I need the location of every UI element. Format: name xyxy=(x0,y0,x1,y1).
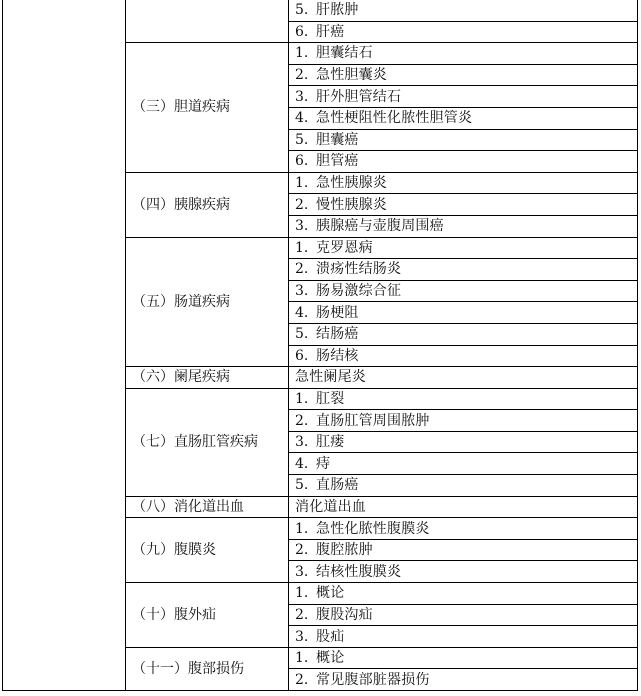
topic-text: 肠梗阻 xyxy=(316,304,359,321)
topic-cell xyxy=(289,518,638,540)
topic-cell xyxy=(289,107,638,129)
disease-group-name: （十一）腹部损伤 xyxy=(132,660,244,677)
topic-cell xyxy=(289,496,638,518)
topic-number: 4. xyxy=(295,304,309,321)
topic-number: 6. xyxy=(295,153,309,170)
topic-cell xyxy=(289,151,638,173)
topic-number: 2. xyxy=(295,412,309,429)
topic-text: 直肠癌 xyxy=(316,477,359,494)
topic-text: 概论 xyxy=(316,650,345,667)
disease-group-cell xyxy=(126,518,289,583)
topic-cell xyxy=(289,583,638,605)
topic-text: 胆囊癌 xyxy=(316,131,359,148)
topic-number: 3. xyxy=(295,628,309,645)
topic-text: 概论 xyxy=(316,585,345,602)
topic-cell xyxy=(289,647,638,669)
topic-number: 1. xyxy=(295,585,309,602)
syllabus-table-body xyxy=(3,0,638,691)
topic-number: 3. xyxy=(295,88,309,105)
topic-cell xyxy=(289,604,638,626)
disease-group-name: （六）阑尾疾病 xyxy=(132,369,230,386)
disease-group-name: （七）直肠肛管疾病 xyxy=(132,434,258,451)
topic-text: 常见腹部脏器损伤 xyxy=(316,671,430,688)
disease-group-name: （九）腹膜炎 xyxy=(132,542,216,559)
topic-text: 肛瘘 xyxy=(316,434,345,451)
topic-text: 直肠肛管周围脓肿 xyxy=(316,412,430,429)
topic-cell xyxy=(289,21,638,43)
topic-text: 胰腺癌与壶腹周围癌 xyxy=(316,218,444,235)
topic-number: 5. xyxy=(295,2,309,19)
topic-number: 1. xyxy=(295,520,309,537)
topic-number: 2. xyxy=(295,606,309,623)
topic-cell xyxy=(289,453,638,475)
topic-cell xyxy=(289,64,638,86)
topic-cell xyxy=(289,172,638,194)
topic-number: 2. xyxy=(295,196,309,213)
topic-number: 2. xyxy=(295,671,309,688)
topic-cell xyxy=(289,86,638,108)
topic-text: 肝癌 xyxy=(316,23,345,40)
topic-number: 1. xyxy=(295,390,309,407)
topic-text: 腹腔脓肿 xyxy=(316,542,373,559)
topic-cell xyxy=(289,367,638,389)
topic-cell xyxy=(289,669,638,691)
topic-text: 急性梗阻性化脓性胆管炎 xyxy=(316,110,473,127)
topic-text: 克罗恩病 xyxy=(316,239,373,256)
topic-number: 1. xyxy=(295,45,309,62)
topic-cell xyxy=(289,561,638,583)
topic-text: 急性胆囊炎 xyxy=(316,67,387,84)
topic-number: 3. xyxy=(295,434,309,451)
topic-number: 1. xyxy=(295,650,309,667)
topic-text: 结核性腹膜炎 xyxy=(316,563,402,580)
topic-cell xyxy=(289,302,638,324)
disease-group-name: （五）肠道疾病 xyxy=(132,293,230,310)
topic-text: 肛裂 xyxy=(316,390,345,407)
topic-number: 6. xyxy=(295,347,309,364)
disease-group-cell xyxy=(126,0,289,43)
topic-text: 肝脓肿 xyxy=(316,2,359,19)
topic-number: 1. xyxy=(295,175,309,192)
disease-group-cell xyxy=(126,43,289,173)
disease-group-cell xyxy=(126,496,289,518)
topic-text: 股疝 xyxy=(316,628,345,645)
topic-number: 2. xyxy=(295,67,309,84)
table-row xyxy=(3,0,638,21)
topic-number: 4. xyxy=(295,455,309,472)
topic-text: 溃疡性结肠炎 xyxy=(316,261,402,278)
topic-text: 腹股沟疝 xyxy=(316,606,373,623)
disease-group-cell xyxy=(126,367,289,389)
disease-group-name: （四）胰腺疾病 xyxy=(132,196,230,213)
topic-number: 2. xyxy=(295,261,309,278)
topic-cell xyxy=(289,43,638,65)
topic-number: 3. xyxy=(295,283,309,300)
disease-group-name: （八）消化道出血 xyxy=(132,498,244,515)
topic-number: 5. xyxy=(295,326,309,343)
topic-text: 胆管癌 xyxy=(316,153,359,170)
topic-text: 肠结核 xyxy=(316,347,359,364)
topic-number: 6. xyxy=(295,23,309,40)
topic-text: 结肠癌 xyxy=(316,326,359,343)
topic-cell xyxy=(289,539,638,561)
topic-text: 肝外胆管结石 xyxy=(316,88,402,105)
topic-cell xyxy=(289,129,638,151)
disease-group-cell xyxy=(126,583,289,648)
topic-cell xyxy=(289,388,638,410)
topic-cell xyxy=(289,237,638,259)
topic-cell xyxy=(289,259,638,281)
topic-text: 胆囊结石 xyxy=(316,45,373,62)
topic-number: 5. xyxy=(295,131,309,148)
topic-number: 2. xyxy=(295,542,309,559)
disease-group-cell xyxy=(126,388,289,496)
category-cell xyxy=(3,0,126,691)
topic-text: 慢性胰腺炎 xyxy=(316,196,387,213)
disease-group-cell xyxy=(126,172,289,237)
disease-group-name: （十）腹外疝 xyxy=(132,606,216,623)
disease-group-cell xyxy=(126,647,289,690)
disease-group-cell xyxy=(126,237,289,367)
topic-text: 消化道出血 xyxy=(295,498,366,515)
topic-text: 急性化脓性腹膜炎 xyxy=(316,520,430,537)
topic-text: 肠易激综合征 xyxy=(316,283,402,300)
topic-cell xyxy=(289,194,638,216)
topic-cell xyxy=(289,345,638,367)
topic-cell xyxy=(289,323,638,345)
topic-text: 痔 xyxy=(316,455,331,472)
topic-text: 急性胰腺炎 xyxy=(316,175,387,192)
topic-cell xyxy=(289,475,638,497)
topic-cell xyxy=(289,410,638,432)
topic-cell xyxy=(289,215,638,237)
topic-cell xyxy=(289,626,638,648)
topic-number: 5. xyxy=(295,477,309,494)
topic-number: 3. xyxy=(295,218,309,235)
topic-cell xyxy=(289,431,638,453)
topic-text: 急性阑尾炎 xyxy=(295,369,366,386)
topic-cell xyxy=(289,280,638,302)
disease-group-name: （三）胆道疾病 xyxy=(132,99,230,116)
topic-number: 3. xyxy=(295,563,309,580)
syllabus-table xyxy=(2,0,638,691)
topic-cell xyxy=(289,0,638,21)
topic-number: 4. xyxy=(295,110,309,127)
topic-number: 1. xyxy=(295,239,309,256)
